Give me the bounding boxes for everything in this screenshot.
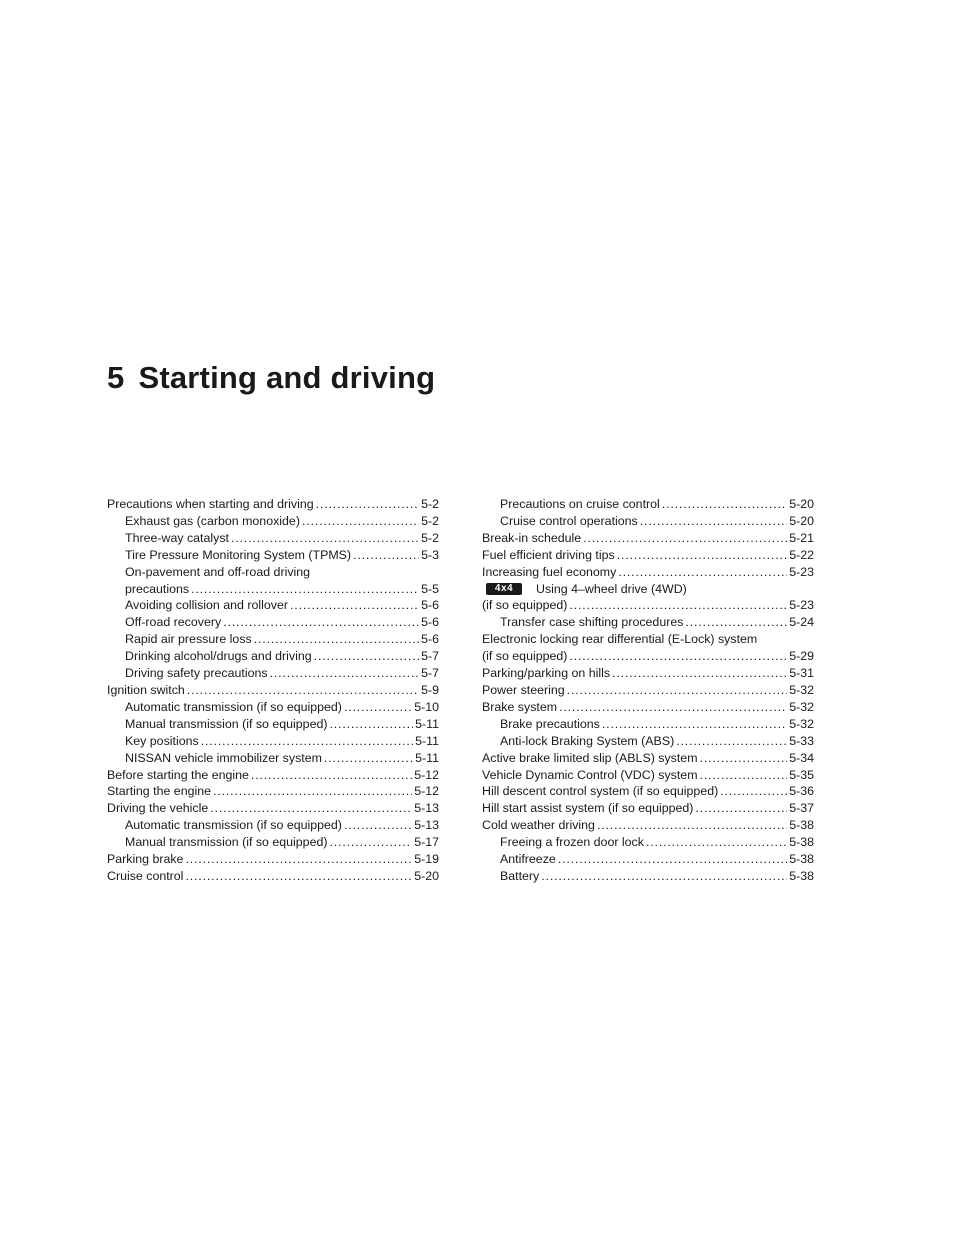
toc-leader-dots: [583, 530, 787, 547]
toc-page-number: 5-17: [414, 835, 439, 850]
toc-entry-label: precautions: [125, 581, 190, 596]
chapter-number: 5: [107, 360, 125, 395]
toc-entry-label: Rapid air pressure loss: [125, 632, 252, 647]
toc-entry-label: Driving safety precautions: [125, 666, 268, 681]
toc-leader-dots: [210, 800, 412, 817]
toc-page-number: 5-32: [789, 699, 814, 714]
toc-entry[interactable]: [107, 851, 439, 868]
toc-entry[interactable]: [107, 665, 439, 682]
toc-entry-label: Increasing fuel economy: [482, 564, 617, 579]
toc-entry-label: Hill start assist system (if so equipped): [482, 801, 694, 816]
toc-entry-label: Drinking alcohol/drugs and driving: [125, 649, 312, 664]
four-wheel-drive-icon: 4x4: [486, 583, 522, 595]
toc-page-number: 5-5: [421, 581, 439, 596]
toc-page-number: 5-29: [789, 649, 814, 664]
toc-leader-dots: [302, 513, 419, 530]
toc-entry[interactable]: [482, 530, 814, 547]
toc-entry[interactable]: [482, 631, 814, 648]
toc-page-number: 5-7: [421, 666, 439, 681]
toc-page-number: 5-2: [421, 497, 439, 511]
toc-entry-label: Cruise control operations: [500, 513, 638, 528]
chapter-title: [107, 360, 435, 396]
toc-entry-label: Automatic transmission (if so equipped): [125, 818, 342, 833]
toc-entry-label: Tire Pressure Monitoring System (TPMS): [125, 547, 352, 562]
toc-entry[interactable]: [107, 868, 439, 885]
toc-page-number: 5-21: [789, 530, 814, 545]
toc-leader-dots: [700, 750, 788, 767]
toc-page-number: 5-32: [789, 716, 814, 731]
toc-leader-dots: [541, 868, 787, 885]
toc-page-number: 5-38: [789, 835, 814, 850]
toc-page-number: 5-24: [789, 615, 814, 630]
toc-leader-dots: [254, 631, 419, 648]
toc-entry[interactable]: [482, 851, 814, 868]
toc-leader-dots: [640, 513, 787, 530]
toc-page-number: 5-23: [789, 598, 814, 613]
toc-entry-label: Fuel efficient driving tips: [482, 547, 615, 562]
toc-entry-label: Manual transmission (if so equipped): [125, 835, 328, 850]
toc-leader-dots: [569, 597, 787, 614]
toc-leader-dots: [191, 581, 419, 598]
toc-entry[interactable]: [482, 581, 814, 598]
toc-entry[interactable]: [107, 834, 439, 851]
toc-entry[interactable]: [107, 716, 439, 733]
toc-page-number: 5-3: [421, 547, 439, 562]
toc-entry-label: Battery: [500, 868, 540, 883]
toc-page-number: 5-6: [421, 598, 439, 613]
toc-entry-label: Key positions: [125, 733, 199, 748]
toc-entry-label: Ignition switch: [107, 682, 185, 697]
toc-entry[interactable]: [482, 767, 814, 784]
toc-entry[interactable]: [107, 631, 439, 648]
toc-leader-dots: [201, 733, 413, 750]
toc-entry[interactable]: [482, 564, 814, 581]
toc-entry[interactable]: [482, 614, 814, 631]
toc-entry[interactable]: [482, 817, 814, 834]
toc-entry-label: Freeing a frozen door lock: [500, 835, 644, 850]
toc-page-number: 5-10: [414, 699, 439, 714]
toc-entry[interactable]: [107, 733, 439, 750]
toc-leader-dots: [646, 834, 787, 851]
toc-entry-label: Cold weather driving: [482, 818, 595, 833]
toc-page-number: 5-38: [789, 868, 814, 883]
toc-entry-label: Antifreeze: [500, 852, 556, 867]
toc-entry-label: NISSAN vehicle immobilizer system: [125, 750, 322, 765]
toc-entry-label: Hill descent control system (if so equipped): [482, 784, 719, 799]
toc-entry[interactable]: [482, 783, 814, 800]
toc-page-number: 5-13: [414, 801, 439, 816]
toc-entry[interactable]: [107, 648, 439, 665]
toc-leader-dots: [231, 530, 419, 547]
toc-page-number: 5-20: [789, 497, 814, 511]
toc-entry-label: Parking/parking on hills: [482, 666, 611, 681]
toc-leader-dots: [223, 614, 419, 631]
toc-entry-label: Driving the vehicle: [107, 801, 209, 816]
toc-page-number: 5-11: [415, 716, 439, 731]
toc-entry-label: Active brake limited slip (ABLS) system: [482, 750, 698, 765]
toc-page-number: 5-31: [789, 666, 814, 681]
toc-entry[interactable]: [107, 699, 439, 716]
toc-leader-dots: [602, 716, 787, 733]
toc-page-number: 5-36: [789, 784, 814, 799]
toc-entry-label: Anti-lock Braking System (ABS): [500, 733, 675, 748]
toc-entry[interactable]: [107, 614, 439, 631]
toc-leader-dots: [617, 547, 787, 564]
toc-entry-label: Off-road recovery: [125, 615, 222, 630]
toc-page-number: 5-38: [789, 818, 814, 833]
toc-entry[interactable]: [482, 513, 814, 530]
toc-page-number: 5-2: [421, 530, 439, 545]
toc-entry[interactable]: [482, 750, 814, 767]
toc-entry-label: Manual transmission (if so equipped): [125, 716, 328, 731]
toc-entry-label: Brake system: [482, 699, 558, 714]
toc-entry[interactable]: [107, 682, 439, 699]
toc-leader-dots: [329, 834, 412, 851]
toc-page-number: 5-19: [414, 852, 439, 867]
toc-entry[interactable]: [482, 665, 814, 682]
toc-entry-label: Parking brake: [107, 852, 184, 867]
toc-entry-label: Using 4–wheel drive (4WD): [536, 581, 687, 596]
toc-right-column: [482, 496, 814, 885]
toc-entry[interactable]: [107, 767, 439, 784]
toc-entry-label: Three-way catalyst: [125, 530, 229, 545]
toc-leader-dots: [290, 597, 419, 614]
toc-leader-dots: [685, 614, 787, 631]
toc-entry-label: Automatic transmission (if so equipped): [125, 699, 342, 714]
toc-leader-dots: [270, 665, 420, 682]
toc-page-number: 5-11: [415, 733, 439, 748]
toc-entry[interactable]: [482, 716, 814, 733]
toc-entry-label: Avoiding collision and rollover: [125, 598, 289, 613]
toc-page-number: 5-6: [421, 632, 439, 647]
toc-leader-dots: [251, 767, 412, 784]
toc-entry-label: On-pavement and off-road driving: [125, 564, 311, 579]
toc-entry-label: Power steering: [482, 682, 565, 697]
toc-entry-label: Starting the engine: [107, 784, 212, 799]
toc-entry-label: (if so equipped): [482, 598, 568, 613]
toc-entry[interactable]: [107, 530, 439, 547]
toc-entry[interactable]: [107, 564, 439, 581]
toc-entry-label: Brake precautions: [500, 716, 600, 731]
toc-entry-label: Precautions when starting and driving: [107, 497, 314, 511]
toc-entry-label: Break-in schedule: [482, 530, 582, 545]
chapter-title-text: Starting and driving: [138, 360, 436, 395]
toc-page-number: 5-2: [421, 513, 439, 528]
toc-leader-dots: [324, 750, 413, 767]
toc-leader-dots: [597, 817, 787, 834]
toc-entry[interactable]: [107, 800, 439, 817]
toc-entry[interactable]: [482, 800, 814, 817]
toc-entry[interactable]: [107, 597, 439, 614]
toc-page-number: 5-20: [789, 513, 814, 528]
toc-left-column: [107, 496, 439, 885]
toc-page-number: 5-34: [789, 750, 814, 765]
toc-leader-dots: [558, 851, 787, 868]
toc-entry-label: Electronic locking rear differential (E-Lock) system: [482, 632, 758, 647]
toc-leader-dots: [316, 496, 419, 513]
toc-entry-label: (if so equipped): [482, 649, 568, 664]
toc-page-number: 5-37: [789, 801, 814, 816]
toc-leader-dots: [676, 733, 787, 750]
toc-entry-label: Exhaust gas (carbon monoxide): [125, 513, 300, 528]
toc-page-number: 5-20: [414, 868, 439, 883]
toc-page-number: 5-32: [789, 682, 814, 697]
toc-entry[interactable]: [482, 868, 814, 885]
toc-page-number: 5-12: [414, 767, 439, 782]
toc-page-number: 5-33: [789, 733, 814, 748]
toc-page-number: 5-38: [789, 852, 814, 867]
toc-leader-dots: [700, 767, 788, 784]
toc-entry[interactable]: [107, 547, 439, 564]
toc-leader-dots: [187, 682, 419, 699]
toc-entry[interactable]: [482, 682, 814, 699]
toc-leader-dots: [314, 648, 419, 665]
toc-leader-dots: [720, 783, 787, 800]
toc-entry-label: Before starting the engine: [107, 767, 249, 782]
toc-entry[interactable]: [482, 648, 814, 665]
toc-leader-dots: [344, 817, 412, 834]
toc-leader-dots: [185, 851, 412, 868]
toc-leader-dots: [213, 783, 412, 800]
toc-entry[interactable]: [107, 750, 439, 767]
toc-entry[interactable]: [107, 581, 439, 598]
toc-page-number: 5-22: [789, 547, 814, 562]
toc-entry-label: Vehicle Dynamic Control (VDC) system: [482, 767, 698, 782]
toc-leader-dots: [353, 547, 419, 564]
toc-leader-dots: [662, 496, 787, 513]
toc-entry[interactable]: [482, 496, 814, 513]
toc-leader-dots: [559, 699, 787, 716]
toc-entry[interactable]: [107, 817, 439, 834]
toc-entry-label: Cruise control: [107, 868, 184, 883]
toc-leader-dots: [185, 868, 412, 885]
toc-page-number: 5-23: [789, 564, 814, 579]
toc-leader-dots: [618, 564, 787, 581]
toc-leader-dots: [569, 648, 787, 665]
toc-page-number: 5-12: [414, 784, 439, 799]
toc-leader-dots: [695, 800, 787, 817]
toc-entry[interactable]: [482, 834, 814, 851]
toc-entry[interactable]: [107, 513, 439, 530]
toc-leader-dots: [344, 699, 412, 716]
toc-entry[interactable]: [482, 699, 814, 716]
toc-entry[interactable]: [107, 783, 439, 800]
toc-entry[interactable]: [482, 547, 814, 564]
toc-entry[interactable]: [482, 733, 814, 750]
toc-entry[interactable]: [482, 597, 814, 614]
toc-page-number: 5-9: [421, 682, 439, 697]
toc-leader-dots: [612, 665, 787, 682]
toc-entry[interactable]: [107, 496, 439, 513]
toc-page-number: 5-11: [415, 750, 439, 765]
toc-page-number: 5-13: [414, 818, 439, 833]
toc-page-number: 5-35: [789, 767, 814, 782]
toc-entry-label: Transfer case shifting procedures: [500, 615, 684, 630]
toc-leader-dots: [567, 682, 788, 699]
toc-page-number: 5-7: [421, 649, 439, 664]
toc-leader-dots: [329, 716, 413, 733]
toc-entry-label: Precautions on cruise control: [500, 497, 660, 511]
toc-page-number: 5-6: [421, 615, 439, 630]
